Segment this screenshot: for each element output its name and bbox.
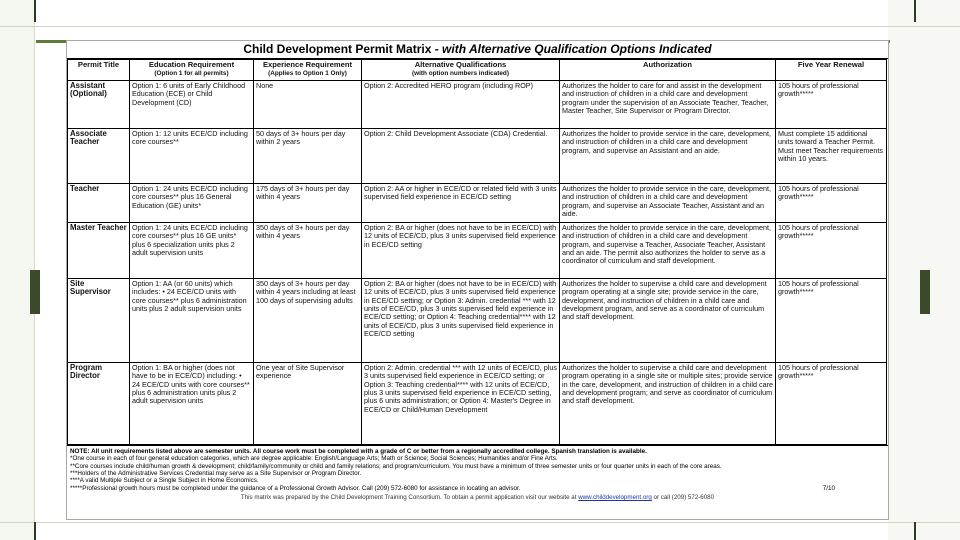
slide-accent-block xyxy=(920,270,930,314)
experience-cell: 350 days of 3+ hours per day within 4 years xyxy=(254,222,362,278)
header-authorization: Authorization xyxy=(560,60,776,81)
education-cell: Option 1: 24 units ECE/CD including core courses** plus 16 General Education (GE) units* xyxy=(130,183,254,222)
table-row xyxy=(68,128,887,183)
authorization-cell: Authorizes the holder to supervise a child care and development program operating at a single site; provide service in the care, development, and instruction of children in a child care and development program, and serve as a coordinator of curriculum and staff development. xyxy=(560,278,776,362)
document-title xyxy=(67,41,888,59)
table-header-row xyxy=(68,60,887,81)
experience-cell: 175 days of 3+ hours per day within 4 years xyxy=(254,183,362,222)
note-line: **Core courses include child/human growth & development; child/family/community or child and family relations; and program/curriculum. You must have a minimum of three semester units or four quarter units in each of the core areas. xyxy=(70,462,722,470)
note-line xyxy=(70,485,885,492)
alternative-cell: Option 2: Child Development Associate (CDA) Credential. xyxy=(362,128,560,183)
slide-top-tick xyxy=(34,0,36,22)
header-education: Education Requirement (Option 1 for all permits) xyxy=(130,60,254,81)
permit-title-cell: Teacher xyxy=(68,183,130,222)
table-row xyxy=(68,362,887,444)
authorization-cell: Authorizes the holder to supervise a child care and development program operating in a single site or multiple sites; provide service in the care, development, and instruction of children in a child care and development program; and serve as coordinator of curriculum and staff development. xyxy=(560,362,776,444)
permit-title-cell: Program Director xyxy=(68,362,130,444)
education-cell: Option 1: 12 units ECE/CD including core courses** xyxy=(130,128,254,183)
renewal-cell: 105 hours of professional growth***** xyxy=(776,278,887,362)
footer-text: This matrix was prepared by the Child Development Training Consortium. To obtain a permit application visit our website at xyxy=(240,494,577,502)
alternative-cell: Option 2: Accredited HERO program (including ROP) xyxy=(362,80,560,128)
authorization-cell: Authorizes the holder to provide service in the care, development, and instruction of children in a child care and development program, and supervise an Associate Teacher, Assistant and an aide. xyxy=(560,183,776,222)
authorization-cell: Authorizes the holder to provide service in the care, development, and instruction of children in a child care and development program, and supervise a Teacher, Associate Teacher, Assistant and an aide. The permit also authorizes the holder to serve as a coordinator of curriculum and staff development. xyxy=(560,222,776,278)
slide-bottom-rule xyxy=(0,522,960,523)
table-row xyxy=(68,80,887,128)
header-alternative: Alternative Qualifications (with option numbers indicated) xyxy=(362,60,560,81)
slide-top-rule xyxy=(0,26,960,27)
slide-top-tick xyxy=(914,0,916,22)
note-line: ****A valid Multiple Subject or a Single Subject in Home Economics. xyxy=(70,477,259,485)
experience-cell: 50 days of 3+ hours per day within 2 years xyxy=(254,128,362,183)
note-line: *One course in each of four general education categories, which are degree applicable: English/Language Arts; Math or Science; Social Sciences; Humanities and/or Fine Arts. xyxy=(70,455,558,463)
slide-bottom-tick xyxy=(34,522,36,540)
experience-cell: None xyxy=(254,80,362,128)
experience-cell: 350 days of 3+ hours per day within 4 years including at least 100 days of supervising adults xyxy=(254,278,362,362)
title-subtitle: - with Alternative Qualification Options Indicated xyxy=(431,42,712,56)
version-label: 7/10 xyxy=(822,484,835,492)
renewal-cell: 105 hours of professional growth***** xyxy=(776,362,887,444)
alternative-cell: Option 2: Admin. credential *** with 12 units of ECE/CD, plus 3 units supervised field experience in ECE/CD setting; or Option 3: Teaching credential**** with 12 units of ECE/CD, plus 3 units supervised field experience in ECE/CD setting, plus 6 units administration; or Option 4: Master's Degree in ECE/CD or Child/Human Development xyxy=(362,362,560,444)
alternative-cell: Option 2: AA or higher in ECE/CD or related field with 3 units supervised field experience in ECE/CD setting xyxy=(362,183,560,222)
table-row xyxy=(68,183,887,222)
header-experience: Experience Requirement (Applies to Option 1 Only) xyxy=(254,60,362,81)
permit-title-cell: Associate Teacher xyxy=(68,128,130,183)
renewal-cell: 105 hours of professional growth***** xyxy=(776,183,887,222)
slide-bottom-tick xyxy=(914,522,916,540)
footer-tail: or call (209) 572-6080 xyxy=(653,494,715,502)
permit-matrix-document xyxy=(66,40,889,520)
renewal-cell: 105 hours of professional growth***** xyxy=(776,80,887,128)
note-text: *****Professional growth hours must be completed under the guidance of a Professional Growth Advisor. Call (209) 572-6080 for assistance in locating an advisor. xyxy=(70,484,521,492)
education-cell: Option 1: BA or higher (does not have to be in ECE/CD) including: • 24 ECE/CD units with core courses** plus 6 administration units plus 2 adult supervision units xyxy=(130,362,254,444)
note-line: NOTE: All unit requirements listed above are semester units. All course work must be completed with a grade of C or better from a regionally accredited college. Spanish translation is available. xyxy=(70,447,647,455)
header-permit-title: Permit Title xyxy=(68,60,130,81)
education-cell: Option 1: AA (or 60 units) which includes: • 24 ECE/CD units with core courses** plus 6 administration units plus 2 adult supervision units xyxy=(130,278,254,362)
permit-title-cell: Master Teacher xyxy=(68,222,130,278)
authorization-cell: Authorizes the holder to care for and assist in the development and instruction of children in a child care and development program under the supervision of an Associate Teacher, Teacher, Master Teacher, Site Supervisor or Program Director. xyxy=(560,80,776,128)
title-main: Child Development Permit Matrix xyxy=(243,42,432,56)
note-line: ***Holders of the Administrative Services Credential may serve as a Site Supervisor or Program Director. xyxy=(70,470,362,478)
renewal-cell: Must complete 15 additional units toward a Teacher Permit. Must meet Teacher requirements within 10 years. xyxy=(776,128,887,183)
education-cell: Option 1: 24 units ECE/CD including core courses** plus 16 GE units* plus 6 specialization units plus 2 adult supervision units xyxy=(130,222,254,278)
permit-matrix-table xyxy=(67,59,887,445)
footer-link[interactable]: www.childdevelopment.org xyxy=(578,494,652,502)
permit-title-cell: Assistant (Optional) xyxy=(68,80,130,128)
authorization-cell: Authorizes the holder to provide service in the care, development, and instruction of children in a child care and development program, and supervise an Assistant and an aide. xyxy=(560,128,776,183)
document-footer xyxy=(67,494,888,502)
notes-section xyxy=(67,445,888,494)
education-cell: Option 1: 6 units of Early Childhood Education (ECE) or Child Development (CD) xyxy=(130,80,254,128)
alternative-cell: Option 2: BA or higher (does not have to be in ECE/CD) with 12 units of ECE/CD, plus 3 units supervised field experience in ECE/CD setting; or Option 3: Admin. credential *** with 12 units of ECE/CD, plus 3 units supervised field experience in ECE/CD setting; or Option 4: Teaching credential**** with 12 units of ECE/CD, plus 3 units supervised field experience in ECE/CD setting xyxy=(362,278,560,362)
experience-cell: One year of Site Supervisor experience xyxy=(254,362,362,444)
slide-accent-block xyxy=(30,270,40,314)
table-row xyxy=(68,222,887,278)
table-row xyxy=(68,278,887,362)
renewal-cell: 105 hours of professional growth***** xyxy=(776,222,887,278)
permit-title-cell: Site Supervisor xyxy=(68,278,130,362)
alternative-cell: Option 2: BA or higher (does not have to be in ECE/CD) with 12 units of ECE/CD, plus 3 units supervised field experience in ECE/CD setting xyxy=(362,222,560,278)
header-renewal: Five Year Renewal xyxy=(776,60,887,81)
